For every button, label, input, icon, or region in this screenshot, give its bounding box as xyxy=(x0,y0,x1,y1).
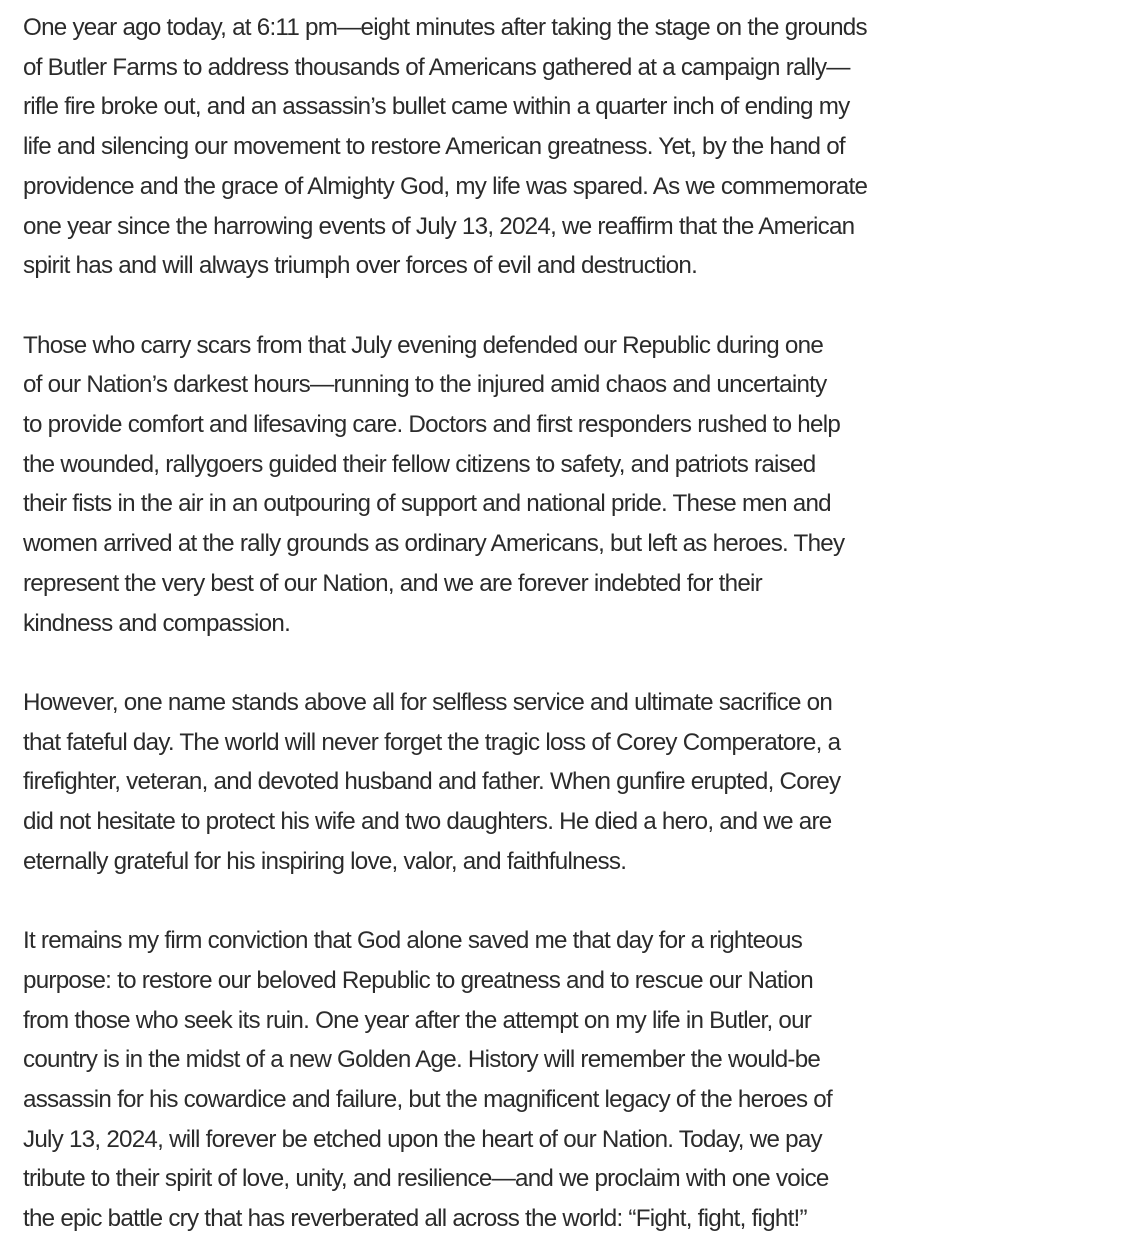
text-line: one year since the harrowing events of July 13, 2024, we reaffirm that the American xyxy=(23,212,855,240)
text-line: life and silencing our movement to restore American greatness. Yet, by the hand of xyxy=(23,133,845,161)
text-line: However, one name stands above all for selfless service and ultimate sacrifice on xyxy=(23,688,833,716)
text-line: July 13, 2024, will forever be etched upon the heart of our Nation. Today, we pay xyxy=(23,1125,822,1153)
text-line: that fateful day. The world will never forget the tragic loss of Corey Comperatore, a xyxy=(23,728,841,756)
text-line: women arrived at the rally grounds as ordinary Americans, but left as heroes. They xyxy=(23,530,845,558)
text-line: firefighter, veteran, and devoted husband and father. When gunfire erupted, Corey xyxy=(23,768,841,796)
paragraph-3 xyxy=(23,683,1113,882)
text-line: It remains my firm conviction that God alone saved me that day for a righteous xyxy=(23,927,803,955)
text-line: represent the very best of our Nation, and we are forever indebted for their xyxy=(23,569,762,597)
text-line: did not hesitate to protect his wife and two daughters. He died a hero, and we are xyxy=(23,808,832,836)
text-line: country is in the midst of a new Golden Age. History will remember the would-be xyxy=(23,1046,821,1074)
text-line: the wounded, rallygoers guided their fellow citizens to safety, and patriots raised xyxy=(23,450,816,478)
text-line: providence and the grace of Almighty God, my life was spared. As we commemorate xyxy=(23,172,868,200)
text-line: eternally grateful for his inspiring love, valor, and faithfulness. xyxy=(23,847,627,875)
text-line: kindness and compassion. xyxy=(23,609,291,637)
text-line: tribute to their spirit of love, unity, and resilience—and we proclaim with one voice xyxy=(23,1165,829,1193)
text-line: One year ago today, at 6:11 pm—eight minutes after taking the stage on the grounds xyxy=(23,14,867,41)
text-line: from those who seek its ruin. One year after the attempt on my life in Butler, our xyxy=(23,1006,812,1034)
text-line: to provide comfort and lifesaving care. Doctors and first responders rushed to help xyxy=(23,411,841,439)
text-line: the epic battle cry that has reverberated all across the world: “Fight, fight, fight!” xyxy=(23,1205,807,1233)
paragraph-1 xyxy=(23,8,1113,286)
text-line: their fists in the air in an outpouring of support and national pride. These men and xyxy=(23,490,831,518)
text-line: of our Nation’s darkest hours—running to the injured amid chaos and uncertainty xyxy=(23,371,827,399)
paragraph-4 xyxy=(23,921,1113,1239)
text-line: assassin for his cowardice and failure, but the magnificent legacy of the heroes of xyxy=(23,1085,832,1113)
text-line: spirit has and will always triumph over forces of evil and destruction. xyxy=(23,252,698,280)
text-line: purpose: to restore our beloved Republic to greatness and to rescue our Nation xyxy=(23,966,813,994)
text-line: of Butler Farms to address thousands of Americans gathered at a campaign rally— xyxy=(23,53,850,81)
document-body xyxy=(23,8,1113,1239)
paragraph-2 xyxy=(23,326,1113,644)
text-line: Those who carry scars from that July evening defended our Republic during one xyxy=(23,331,824,359)
text-line: rifle fire broke out, and an assassin’s bullet came within a quarter inch of ending my xyxy=(23,93,850,121)
